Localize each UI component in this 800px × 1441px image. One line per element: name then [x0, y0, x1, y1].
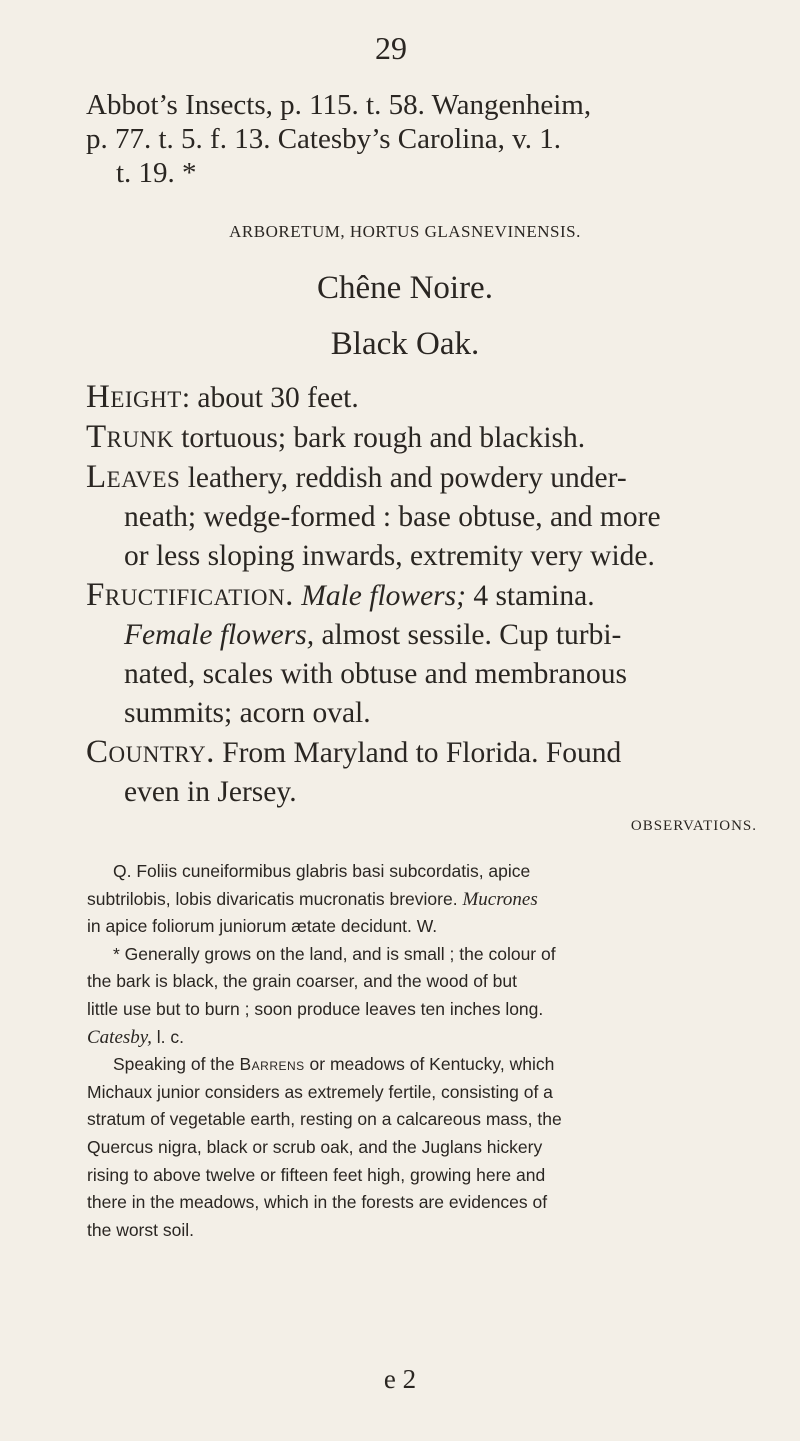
french-name-text: Chêne Noire.: [317, 270, 493, 306]
signature-mark: [0, 1364, 800, 1395]
note-line: little use but to burn ; soon produce leaves ten inches long.: [87, 998, 544, 1019]
fructification-label: Fructification.: [86, 577, 294, 613]
note-line: Michaux junior considers as extremely fertile, consisting of a: [87, 1081, 553, 1102]
note-line: rising to above twelve or fifteen feet high, growing here and: [87, 1164, 546, 1185]
note-line: the worst soil.: [87, 1219, 194, 1240]
leaves-line: neath; wedge-formed : base obtuse, and more: [124, 501, 661, 533]
page-number: [0, 30, 800, 67]
fructification-line: [86, 616, 776, 655]
note-line: in apice foliorum juniorum ætate decidunt. W.: [87, 916, 438, 937]
notes-block: [87, 858, 787, 1244]
note-line: * Generally grows on the land, and is small ; the colour of: [113, 943, 556, 964]
note-line: stratum of vegetable earth, resting on a calcareous mass, the: [87, 1109, 562, 1130]
male-flowers-text: Male flowers;: [301, 580, 466, 612]
english-name-text: Black Oak.: [330, 326, 480, 362]
note-line: there in the meadows, which in the forests are evidences of: [87, 1192, 548, 1213]
trunk-label: Trunk: [86, 419, 174, 455]
trunk-text: tortuous; bark rough and blackish.: [173, 422, 586, 454]
country-text: From Maryland to Florida. Found: [214, 737, 622, 769]
reference-line: p. 77. t. 5. f. 13. Catesby’s Carolina, v. 1.: [86, 123, 561, 155]
country-line: even in Jersey.: [124, 776, 297, 808]
country-line: [86, 733, 776, 773]
note-text: subtrilobis, lobis divaricatis mucronatis breviore.: [87, 888, 458, 909]
reference-block: [86, 88, 746, 190]
note-line: the bark is black, the grain coarser, and the wood of but: [87, 971, 517, 992]
french-name: [0, 270, 800, 307]
note-text: l. c.: [151, 1026, 185, 1047]
leaves-line: or less sloping inwards, extremity very wide.: [124, 540, 655, 572]
trunk-line: [86, 418, 776, 458]
fructification-line: [86, 576, 776, 616]
observations-heading: OBSERVATIONS.: [630, 818, 757, 834]
note-text: Speaking of the: [113, 1054, 240, 1075]
leaves-text: leathery, reddish and powdery under-: [180, 462, 627, 494]
note-line: [87, 886, 787, 914]
collection-text: ARBORETUM, HORTUS GLASNEVINENSIS.: [229, 222, 581, 241]
leaves-line: [86, 458, 776, 498]
country-label: Country.: [86, 734, 215, 770]
english-name: [0, 326, 800, 363]
note-italic: Mucrones: [462, 888, 538, 910]
note-line: Quercus nigra, black or scrub oak, and the Juglans hickery: [87, 1136, 543, 1157]
note-italic: Catesby,: [87, 1026, 152, 1048]
page-number-text: 29: [375, 30, 407, 66]
note-text: or meadows of Kentucky, which: [304, 1054, 555, 1075]
height-line: [86, 378, 776, 418]
stamina-text: 4 stamina.: [465, 580, 595, 612]
female-flowers-text: Female flowers,: [124, 619, 315, 651]
signature-text: e 2: [383, 1364, 417, 1394]
height-label: Height: [86, 379, 182, 415]
fructification-line: nated, scales with obtuse and membranous: [124, 658, 628, 690]
note-line: [87, 1051, 787, 1079]
female-flowers-detail: almost sessile. Cup turbi-: [314, 619, 622, 651]
note-smallcaps: Barrens: [239, 1054, 305, 1075]
reference-line: Abbot’s Insects, p. 115. t. 58. Wangenheim,: [86, 89, 592, 121]
note-line: Q. Foliis cuneiformibus glabris basi subcordatis, apice: [113, 861, 531, 881]
collection-heading: [0, 222, 800, 242]
height-text: : about 30 feet.: [181, 382, 359, 414]
description-block: [86, 378, 776, 812]
fructification-line: summits; acorn oval.: [124, 697, 371, 729]
note-line: [87, 1024, 787, 1052]
leaves-label: Leaves: [86, 459, 181, 495]
reference-line: t. 19. *: [116, 157, 197, 189]
